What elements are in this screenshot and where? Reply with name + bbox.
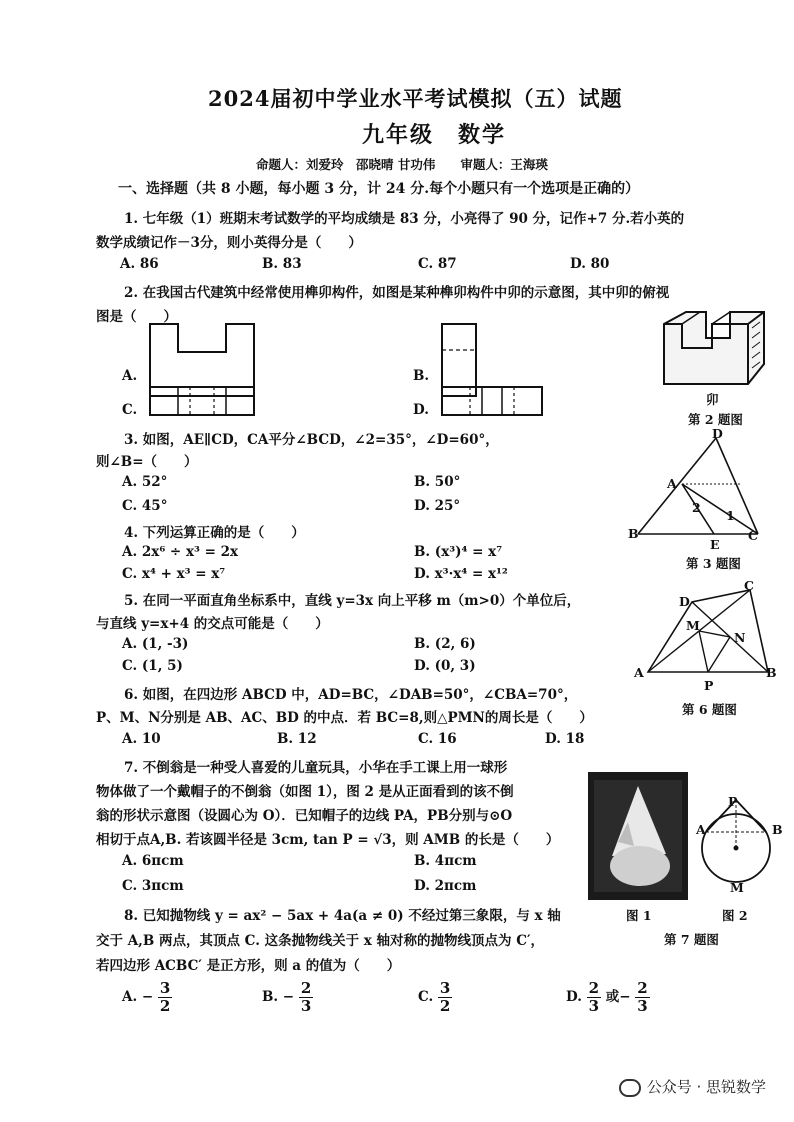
q6-point-a: A — [634, 665, 644, 680]
q8-option-d-or: 或− — [605, 989, 631, 1005]
q7-line1: 7. 不倒翁是一种受人喜爱的儿童玩具，小华在手工课上用一球形 — [124, 760, 508, 776]
q3-option-b: B. 50° — [414, 474, 461, 490]
q8-option-c-label: C. — [418, 989, 434, 1005]
q1-line2: 数学成绩记作－3分，则小英得分是（ ） — [96, 235, 362, 251]
q8-a-den: 2 — [159, 997, 171, 1015]
q3-caption: 第 3 题图 — [686, 556, 741, 571]
q7-option-b: B. 4πcm — [414, 853, 477, 869]
q3-option-a: A. 52° — [122, 474, 168, 490]
q7-fig1-label: 图 1 — [626, 908, 652, 923]
exam-subtitle: 九年级 数学 — [362, 122, 507, 148]
q8-option-a-label: A. − — [122, 989, 154, 1005]
q4-option-d: D. x³·x⁴ = x¹² — [414, 566, 508, 582]
q6-option-a: A. 10 — [122, 731, 161, 747]
q8-c-num: 3 — [439, 979, 451, 997]
q6-caption: 第 6 题图 — [682, 702, 737, 717]
q7-point-p: P — [728, 794, 738, 809]
q1-option-a: A. 86 — [120, 256, 159, 272]
q3-option-d: D. 25° — [414, 498, 461, 514]
q8-line2: 交于 A,B 两点，其顶点 C. 这条抛物线关于 x 轴对称的抛物线顶点为 C′， — [96, 933, 545, 949]
q2-label-d: D. — [413, 402, 429, 418]
q7-option-a: A. 6πcm — [122, 853, 184, 869]
q3-angle-1: 1 — [726, 508, 735, 523]
exam-title: 2024届初中学业水平考试模拟（五）试题 — [208, 86, 623, 111]
q5-option-d: D. (0, 3) — [414, 658, 476, 674]
q8-option-d-label: D. — [566, 989, 582, 1005]
q7-caption: 第 7 题图 — [664, 932, 719, 947]
q2-label-b: B. — [413, 368, 430, 384]
q6-point-c: C — [744, 578, 754, 593]
q8-option-b-fraction — [299, 980, 313, 1015]
q2-figure-d — [440, 385, 544, 417]
q8-option-b-label: B. − — [262, 989, 295, 1005]
q1-option-d: D. 80 — [570, 256, 610, 272]
q3-point-e: E — [710, 537, 720, 552]
q5-line1: 5. 在同一平面直角坐标系中，直线 y=3x 向上平移 m（m>0）个单位后， — [124, 593, 581, 609]
q3-line1: 3. 如图，AE∥CD，CA平分∠BCD，∠2=35°，∠D=60°， — [124, 432, 499, 448]
q5-option-b: B. (2, 6) — [414, 636, 476, 652]
q5-option-a: A. (1, -3) — [122, 636, 189, 652]
q8-b-den: 3 — [300, 997, 312, 1015]
q7-line3: 翁的形状示意图（设圆心为 O）．已知帽子的边线 PA，PB分别与⊙O — [96, 808, 513, 824]
q3-point-a: A — [667, 476, 677, 491]
q8-b-num: 2 — [300, 979, 312, 997]
q6-point-d: D — [679, 594, 690, 609]
q4-line1: 4. 下列运算正确的是（ ） — [124, 525, 305, 541]
q8-line1: 8. 已知抛物线 y = ax² − 5ax + 4a(a ≠ 0) 不经过第三象限，与 x 轴 — [124, 908, 561, 924]
q3-point-b: B — [628, 526, 639, 541]
section-heading: 一、选择题（共 8 小题，每小题 3 分，计 24 分.每个小题只有一个选项是正确的） — [118, 181, 640, 197]
q6-option-b: B. 12 — [277, 731, 317, 747]
q1-option-b: B. 83 — [262, 256, 302, 272]
q4-option-b: B. (x³)⁴ = x⁷ — [414, 544, 503, 560]
q6-figure — [630, 580, 780, 684]
q8-option-d-fraction-2 — [635, 980, 649, 1015]
q8-d-num1: 2 — [588, 979, 600, 997]
q8-option-a — [122, 980, 172, 1015]
q8-option-a-fraction — [158, 980, 172, 1015]
q8-option-d-fraction-1 — [587, 980, 601, 1015]
q7-point-m: M — [730, 880, 744, 895]
q8-a-num: 3 — [159, 979, 171, 997]
q5-option-c: C. (1, 5) — [122, 658, 183, 674]
q4-option-c: C. x⁴ + x³ = x⁷ — [122, 566, 226, 582]
q3-point-c: C — [748, 528, 758, 543]
q5-line2: 与直线 y=x+4 的交点可能是（ ） — [96, 616, 329, 632]
q7-point-a: A — [696, 822, 706, 837]
mortise-label: 卯 — [706, 392, 719, 407]
q6-line1: 6. 如图，在四边形 ABCD 中，AD=BC，∠DAB=50°，∠CBA=70°， — [124, 687, 578, 703]
q6-option-d: D. 18 — [545, 731, 585, 747]
mortise-3d-figure — [660, 308, 770, 390]
q3-angle-2: 2 — [692, 500, 701, 515]
q7-line4: 相切于点A,B. 若该圆半径是 3cm, tan P = √3，则 AMB 的长是（ ） — [96, 832, 560, 848]
q1-option-c: C. 87 — [418, 256, 457, 272]
q7-photo-figure — [588, 772, 688, 900]
q3-option-c: C. 45° — [122, 498, 168, 514]
q6-point-b: B — [766, 665, 777, 680]
q2-caption: 第 2 题图 — [688, 412, 743, 427]
q6-point-p: P — [704, 678, 714, 693]
q6-point-n: N — [734, 630, 746, 645]
q8-line3: 若四边形 ACBC′ 是正方形，则 a 的值为（ ） — [96, 958, 401, 974]
q8-option-c — [418, 980, 452, 1015]
q8-option-c-fraction — [438, 980, 452, 1015]
q8-c-den: 2 — [439, 997, 451, 1015]
wechat-icon — [619, 1079, 641, 1097]
q8-d-den1: 3 — [588, 997, 600, 1015]
q4-option-a: A. 2x⁶ ÷ x³ = 2x — [122, 544, 239, 560]
q7-line2: 物体做了一个戴帽子的不倒翁（如图 1），图 2 是从正面看到的该不倒 — [96, 784, 514, 800]
q3-line2: 则∠B=（ ） — [96, 454, 198, 470]
q6-option-c: C. 16 — [418, 731, 457, 747]
q1-line1: 1. 七年级（1）班期末考试数学的平均成绩是 83 分，小亮得了 90 分，记作+7 分.若小英的 — [124, 211, 685, 227]
q7-fig2-label: 图 2 — [722, 908, 748, 923]
q7-point-b: B — [772, 822, 783, 837]
watermark-text: 公众号 · 思锐数学 — [646, 1078, 766, 1096]
q3-point-d: D — [712, 426, 723, 441]
q8-option-b — [262, 980, 313, 1015]
q2-label-a: A. — [122, 368, 138, 384]
q2-figure-c — [148, 385, 256, 417]
watermark — [619, 1076, 766, 1097]
q8-d-num2: 2 — [637, 979, 648, 997]
q2-line2: 图是（ ） — [96, 309, 177, 325]
q7-option-c: C. 3πcm — [122, 878, 184, 894]
q8-option-d — [566, 980, 650, 1015]
q6-point-m: M — [686, 618, 700, 633]
q2-line1: 2. 在我国古代建筑中经常使用榫卯构件，如图是某种榫卯构件中卯的示意图，其中卯的俯视 — [124, 285, 670, 301]
q2-label-c: C. — [122, 402, 138, 418]
authors-line: 命题人：刘爱玲 邵晓晴 甘功伟 审题人：王海瑛 — [256, 157, 548, 172]
q6-line2: P、M、N分别是 AB、AC、BD 的中点．若 BC=8,则△PMN的周长是（ ） — [96, 710, 593, 726]
q7-option-d: D. 2πcm — [414, 878, 477, 894]
q8-d-den2: 3 — [637, 997, 648, 1015]
